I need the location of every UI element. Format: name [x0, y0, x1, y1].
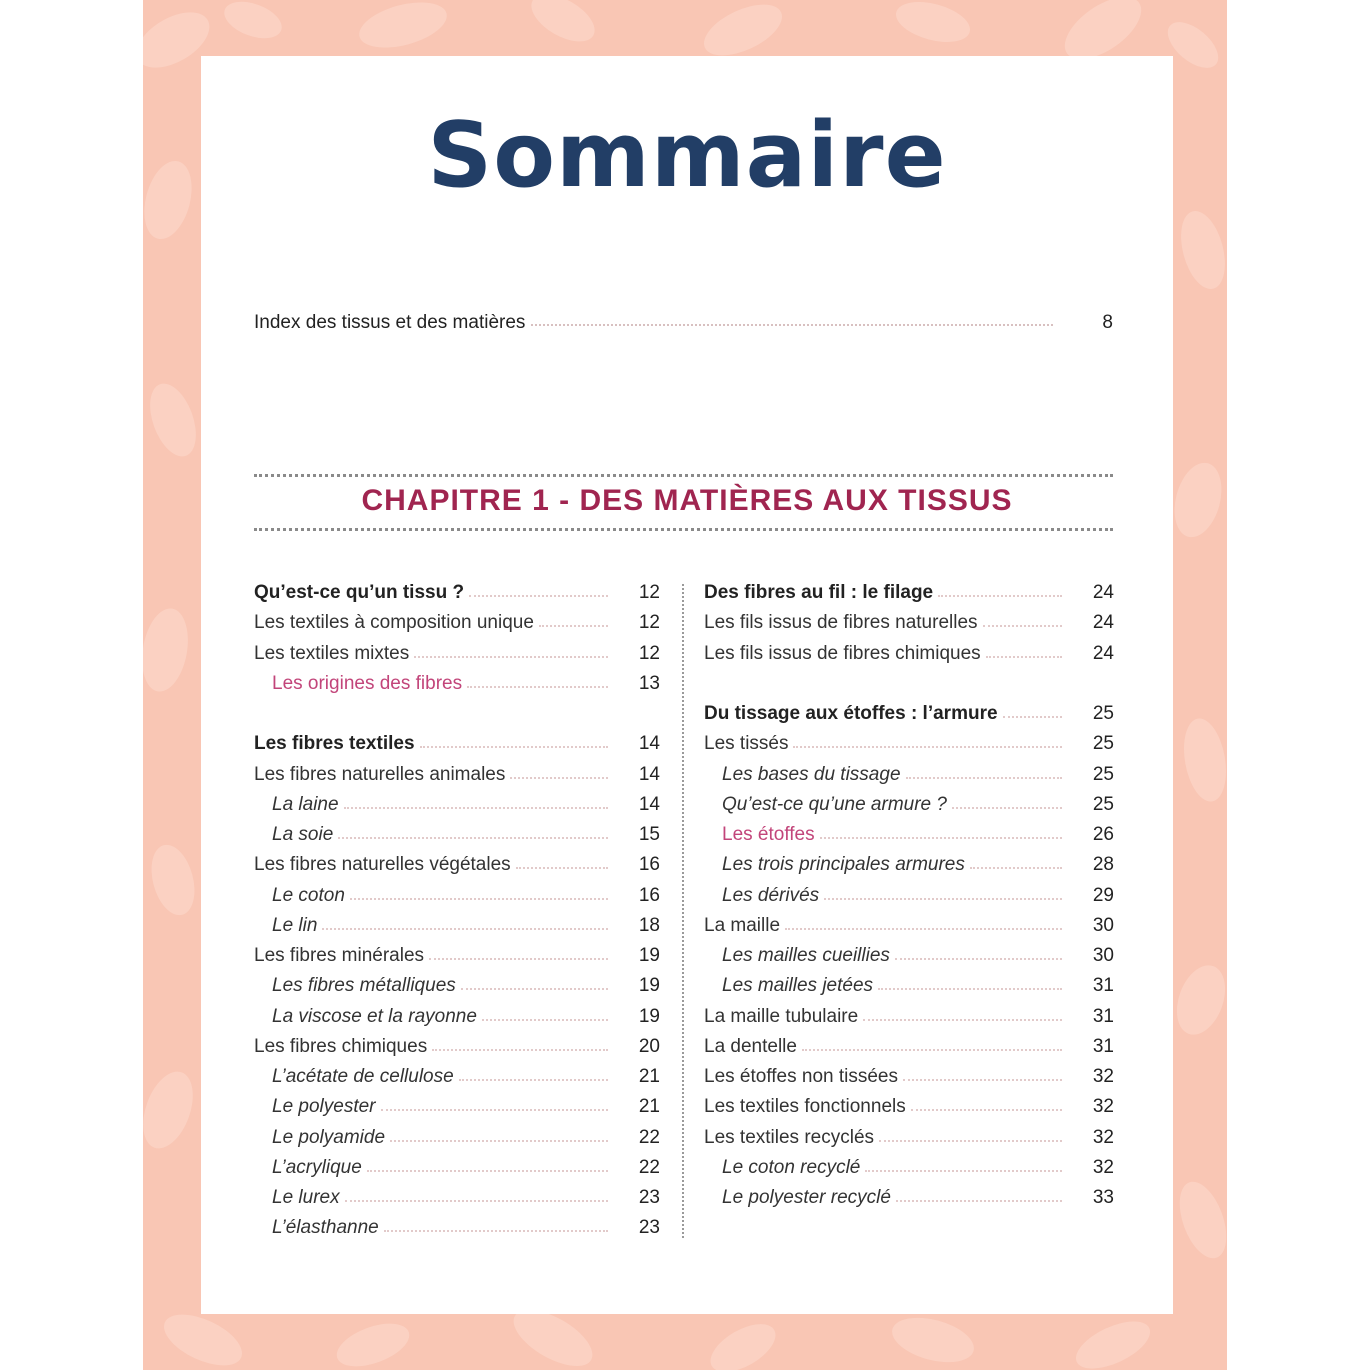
toc-entry[interactable] [254, 790, 660, 820]
toc-entry-page: 23 [638, 1217, 660, 1239]
toc-entry-page: 24 [1092, 612, 1114, 634]
toc-entry-label: Les dérivés [722, 884, 820, 906]
toc-entry-label: Le coton recyclé [722, 1156, 861, 1178]
toc-entry-label: La viscose et la rayonne [272, 1005, 477, 1027]
toc-entry-label: Du tissage aux étoffes : l’armure [704, 703, 998, 725]
toc-entry[interactable] [704, 1032, 1114, 1062]
toc-entry-page: 12 [638, 582, 660, 604]
leader-dots [1003, 716, 1062, 718]
chapter-rule-bottom [254, 528, 1113, 531]
index-entry-label: Index des tissus et des matières [254, 312, 526, 333]
leader-dots [952, 807, 1062, 809]
toc-entry-label: Les fibres naturelles végétales [254, 854, 511, 876]
chapter-heading: CHAPITRE 1 - DES MATIÈRES AUX TISSUS [361, 484, 1013, 517]
toc-entry-label: Le polyamide [272, 1126, 386, 1148]
toc-entry[interactable] [704, 911, 1114, 941]
leader-dots [432, 1049, 608, 1051]
toc-entry-page: 32 [1092, 1066, 1114, 1088]
toc-entry[interactable] [254, 669, 660, 699]
leader-dots [367, 1170, 608, 1172]
toc-entry-page: 31 [1092, 1005, 1114, 1027]
leader-dots [879, 1140, 1062, 1142]
toc-entry-label: La laine [272, 793, 339, 815]
toc-entry[interactable] [254, 881, 660, 911]
toc-entry[interactable] [704, 1002, 1114, 1032]
leader-dots [865, 1170, 1062, 1172]
toc-entry-label: Les étoffes [722, 824, 815, 846]
toc-entry[interactable] [254, 729, 660, 759]
toc-entry-page: 14 [638, 733, 660, 755]
toc-entry-page: 18 [638, 914, 660, 936]
toc-entry-page: 24 [1092, 642, 1114, 664]
toc-entry-label: Les fils issus de fibres chimiques [704, 642, 981, 664]
toc-entry-label: Les mailles cueillies [722, 945, 890, 967]
toc-entry[interactable] [254, 820, 660, 850]
leader-dots [539, 625, 608, 627]
toc-entry-label: Qu’est-ce qu’un tissu ? [254, 582, 465, 604]
toc-entry-page: 15 [638, 824, 660, 846]
toc-entry-page: 13 [638, 672, 660, 694]
toc-entry-page: 32 [1092, 1096, 1114, 1118]
toc-entry-page: 24 [1092, 582, 1114, 604]
toc-entry-page: 26 [1092, 824, 1114, 846]
toc-entry-page: 25 [1092, 763, 1114, 785]
toc-entry-label: Le lin [272, 914, 318, 936]
toc-entry[interactable] [254, 608, 660, 638]
toc-entry-label: Les fibres naturelles animales [254, 763, 506, 785]
toc-entry-label: Les textiles recyclés [704, 1126, 875, 1148]
toc-entry[interactable] [704, 1123, 1114, 1153]
toc-entry-page: 30 [1092, 914, 1114, 936]
toc-entry-page: 14 [638, 793, 660, 815]
toc-entry-page: 33 [1092, 1187, 1114, 1209]
toc-entry-page: 30 [1092, 945, 1114, 967]
toc-entry-page: 21 [638, 1066, 660, 1088]
toc-entry[interactable] [254, 1183, 660, 1213]
toc-entry[interactable] [254, 639, 660, 669]
toc-entry-page: 21 [638, 1096, 660, 1118]
toc-entry-label: Le polyester recyclé [722, 1187, 891, 1209]
toc-entry-label: Le coton [272, 884, 345, 906]
toc-entry-page: 28 [1092, 854, 1114, 876]
toc-entry-page: 22 [638, 1156, 660, 1178]
leader-dots [414, 656, 608, 658]
toc-entry-page: 29 [1092, 884, 1114, 906]
toc-entry-page: 25 [1092, 733, 1114, 755]
toc-entry-label: Les fibres métalliques [272, 975, 456, 997]
toc-entry[interactable] [254, 1213, 660, 1243]
toc-entry-page: 12 [638, 642, 660, 664]
toc-entry[interactable] [254, 1123, 660, 1153]
toc-entry[interactable] [254, 1092, 660, 1122]
toc-entry-label: Les trois principales armures [722, 854, 965, 876]
leader-dots [911, 1109, 1062, 1111]
index-entry[interactable] [254, 312, 1113, 340]
toc-entry-label: Les textiles à composition unique [254, 612, 534, 634]
leader-dots [350, 898, 608, 900]
toc-entry-label: Des fibres au fil : le filage [704, 582, 934, 604]
leader-dots [344, 807, 608, 809]
toc-entry-label: Les bases du tissage [722, 763, 901, 785]
leader-dots [824, 898, 1062, 900]
toc-entry-label: L’élasthanne [272, 1217, 379, 1239]
leader-dots [420, 746, 608, 748]
leader-dots [459, 1079, 608, 1081]
toc-entry[interactable] [254, 1032, 660, 1062]
toc-entry-page: 25 [1092, 793, 1114, 815]
toc-entry-page: 32 [1092, 1156, 1114, 1178]
toc-entry-label: L’acrylique [272, 1156, 362, 1178]
leader-dots [467, 686, 608, 688]
toc-entry-page: 16 [638, 884, 660, 906]
toc-entry-label: Les textiles mixtes [254, 642, 410, 664]
toc-entry-label: Les fibres chimiques [254, 1035, 428, 1057]
toc-entry[interactable] [704, 790, 1114, 820]
toc-entry-label: Les fibres textiles [254, 733, 415, 755]
toc-entry-label: Les mailles jetées [722, 975, 874, 997]
toc-entry[interactable] [704, 639, 1114, 669]
toc-entry-label: Les fibres minérales [254, 945, 425, 967]
toc-entry[interactable] [254, 941, 660, 971]
toc-entry[interactable] [254, 1153, 660, 1183]
index-entry-page: 8 [1102, 312, 1113, 333]
leader-dots [384, 1230, 608, 1232]
toc-entry-page: 16 [638, 854, 660, 876]
leader-dots [338, 837, 608, 839]
toc-entry[interactable] [704, 578, 1114, 608]
leader-dots [531, 324, 1053, 326]
toc-entry[interactable] [704, 1092, 1114, 1122]
toc-entry-label: La maille [704, 914, 781, 936]
toc-column-right [704, 578, 1114, 1213]
toc-entry[interactable] [254, 1002, 660, 1032]
toc-entry-page: 14 [638, 763, 660, 785]
leader-dots [482, 1019, 608, 1021]
toc-entry[interactable] [704, 1183, 1114, 1213]
toc-entry-label: Le polyester [272, 1096, 376, 1118]
toc-entry[interactable] [704, 941, 1114, 971]
toc-entry-label: Qu’est-ce qu’une armure ? [722, 793, 947, 815]
leader-dots [903, 1079, 1062, 1081]
leader-dots [863, 1019, 1062, 1021]
toc-entry[interactable] [254, 971, 660, 1001]
leader-dots [878, 988, 1062, 990]
toc-entry-label: Les étoffes non tissées [704, 1066, 898, 1088]
toc-entry[interactable] [704, 971, 1114, 1001]
toc-entry-page: 23 [638, 1187, 660, 1209]
section-gap [704, 669, 1114, 699]
toc-entry[interactable] [704, 729, 1114, 759]
chapter-rule-top [254, 474, 1113, 477]
toc-entry-label: Les origines des fibres [272, 672, 463, 694]
toc-entry-label: Le lurex [272, 1187, 340, 1209]
toc-entry-page: 20 [638, 1035, 660, 1057]
leader-dots [802, 1049, 1062, 1051]
leader-dots [381, 1109, 608, 1111]
toc-entry-page: 25 [1092, 703, 1114, 725]
toc-entry[interactable] [254, 850, 660, 880]
toc-entry-page: 22 [638, 1126, 660, 1148]
toc-entry-page: 32 [1092, 1126, 1114, 1148]
leader-dots [516, 867, 608, 869]
toc-entry-label: La soie [272, 824, 334, 846]
leader-dots [906, 777, 1062, 779]
toc-entry[interactable] [704, 1153, 1114, 1183]
toc-entry[interactable] [704, 850, 1114, 880]
toc-entry[interactable] [704, 881, 1114, 911]
toc-entry-label: Les tissés [704, 733, 789, 755]
leader-dots [390, 1140, 608, 1142]
toc-entry-label: Les fils issus de fibres naturelles [704, 612, 978, 634]
toc-entry-page: 19 [638, 945, 660, 967]
section-gap [254, 699, 660, 729]
leader-dots [469, 595, 608, 597]
toc-entry-page: 12 [638, 612, 660, 634]
toc-entry[interactable] [254, 760, 660, 790]
toc-entry[interactable] [254, 911, 660, 941]
toc-page [201, 56, 1173, 1314]
leader-dots [820, 837, 1062, 839]
toc-entry-label: La dentelle [704, 1035, 797, 1057]
leader-dots [895, 958, 1062, 960]
toc-entry[interactable] [704, 608, 1114, 638]
toc-entry-page: 19 [638, 975, 660, 997]
leader-dots [896, 1200, 1062, 1202]
toc-entry-label: Les textiles fonctionnels [704, 1096, 906, 1118]
toc-column-left [254, 578, 660, 1244]
toc-entry-label: La maille tubulaire [704, 1005, 859, 1027]
column-divider [682, 584, 684, 1238]
leader-dots [785, 928, 1062, 930]
toc-entry[interactable] [254, 578, 660, 608]
toc-entry-page: 19 [638, 1005, 660, 1027]
toc-entry-label: L’acétate de cellulose [272, 1066, 454, 1088]
leader-dots [986, 656, 1062, 658]
toc-entry-page: 31 [1092, 975, 1114, 997]
leader-dots [429, 958, 608, 960]
toc-entry[interactable] [254, 1062, 660, 1092]
leader-dots [793, 746, 1062, 748]
leader-dots [461, 988, 608, 990]
leader-dots [970, 867, 1062, 869]
page-title: Sommaire [427, 103, 947, 208]
toc-entry-page: 31 [1092, 1035, 1114, 1057]
leader-dots [938, 595, 1062, 597]
toc-entry[interactable] [704, 699, 1114, 729]
toc-entry[interactable] [704, 820, 1114, 850]
toc-entry[interactable] [704, 1062, 1114, 1092]
toc-entry[interactable] [704, 760, 1114, 790]
leader-dots [345, 1200, 608, 1202]
leader-dots [510, 777, 608, 779]
leader-dots [983, 625, 1062, 627]
leader-dots [322, 928, 608, 930]
